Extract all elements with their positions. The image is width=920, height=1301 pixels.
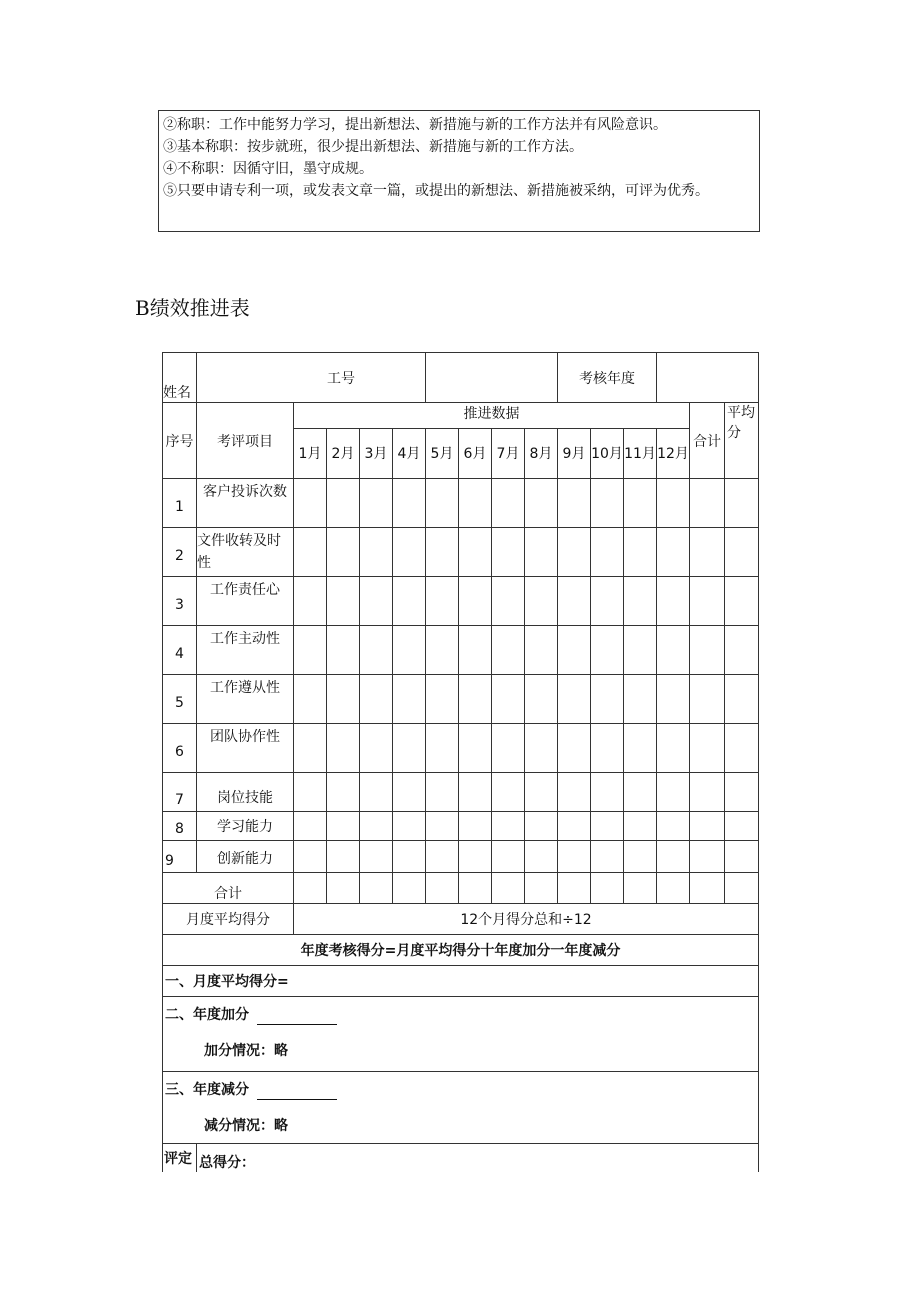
score-cell[interactable] <box>525 812 558 841</box>
score-cell[interactable] <box>725 773 759 812</box>
score-cell[interactable] <box>360 841 393 873</box>
item-name: 创新能力 <box>197 841 294 873</box>
score-cell[interactable] <box>393 479 426 528</box>
score-cell[interactable] <box>459 724 492 773</box>
score-cell[interactable] <box>657 577 690 626</box>
score-cell[interactable] <box>393 873 426 904</box>
score-cell[interactable] <box>525 577 558 626</box>
score-cell[interactable] <box>657 873 690 904</box>
score-cell[interactable] <box>525 626 558 675</box>
item-number: 8 <box>163 812 197 841</box>
assessment-year-label: 考核年度 <box>558 353 657 403</box>
score-cell[interactable] <box>525 675 558 724</box>
score-cell[interactable] <box>294 841 327 873</box>
score-cell[interactable] <box>393 528 426 577</box>
name-label: 姓名 <box>163 353 197 403</box>
deduct-detail: 减分情况：略 <box>204 1118 288 1134</box>
score-cell[interactable] <box>492 773 525 812</box>
criteria-item: ④不称职：因循守旧，墨守成规。 <box>163 161 373 177</box>
avg-header: 平均分 <box>725 403 759 479</box>
item-row <box>163 479 759 528</box>
score-cell[interactable] <box>327 528 360 577</box>
score-cell[interactable] <box>327 773 360 812</box>
score-cell[interactable] <box>360 873 393 904</box>
item-name: 学习能力 <box>197 812 294 841</box>
month-header: 8月 <box>525 429 558 479</box>
score-cell[interactable] <box>624 577 657 626</box>
item-row <box>163 528 759 577</box>
annual-formula-row <box>163 935 759 966</box>
score-cell[interactable] <box>426 528 459 577</box>
score-cell[interactable] <box>426 577 459 626</box>
score-cell[interactable] <box>624 675 657 724</box>
score-cell[interactable] <box>657 812 690 841</box>
seq-header: 序号 <box>163 403 197 479</box>
score-cell[interactable] <box>294 773 327 812</box>
score-cell[interactable] <box>426 626 459 675</box>
line1-row <box>163 966 759 997</box>
review-row <box>163 1144 759 1172</box>
score-cell[interactable] <box>725 724 759 773</box>
item-name: 工作主动性 <box>197 626 294 675</box>
score-cell[interactable] <box>459 773 492 812</box>
bonus-label: 二、年度加分 <box>165 1007 249 1023</box>
score-cell[interactable] <box>657 724 690 773</box>
score-cell[interactable] <box>459 577 492 626</box>
score-cell[interactable] <box>558 873 591 904</box>
score-cell[interactable] <box>360 528 393 577</box>
monthly-avg-formula: 12个月得分总和÷12 <box>294 904 759 935</box>
score-cell[interactable] <box>327 479 360 528</box>
performance-table <box>162 352 759 1172</box>
score-cell[interactable] <box>657 773 690 812</box>
score-cell[interactable] <box>426 873 459 904</box>
month-header: 11月 <box>624 429 657 479</box>
score-cell[interactable] <box>393 724 426 773</box>
score-cell[interactable] <box>624 724 657 773</box>
score-cell[interactable] <box>624 812 657 841</box>
score-cell[interactable] <box>558 724 591 773</box>
score-cell[interactable] <box>360 577 393 626</box>
deduct-label: 三、年度减分 <box>165 1082 249 1098</box>
score-cell[interactable] <box>624 773 657 812</box>
monthly-avg-row <box>163 904 759 935</box>
item-number: 5 <box>163 675 197 724</box>
score-cell[interactable] <box>690 675 725 724</box>
score-cell[interactable] <box>294 479 327 528</box>
item-number: 2 <box>163 528 197 577</box>
score-cell[interactable] <box>591 873 624 904</box>
score-cell[interactable] <box>393 577 426 626</box>
item-row <box>163 675 759 724</box>
item-number: 1 <box>163 479 197 528</box>
score-cell[interactable] <box>525 479 558 528</box>
score-cell[interactable] <box>426 724 459 773</box>
item-number: 4 <box>163 626 197 675</box>
monthly-avg-label: 月度平均得分 <box>163 904 294 935</box>
score-cell[interactable] <box>492 528 525 577</box>
score-cell[interactable] <box>591 626 624 675</box>
score-cell[interactable] <box>294 528 327 577</box>
score-cell[interactable] <box>558 841 591 873</box>
item-name: 岗位技能 <box>197 773 294 812</box>
score-cell[interactable] <box>360 479 393 528</box>
item-number: 7 <box>163 773 197 812</box>
score-cell[interactable] <box>492 724 525 773</box>
score-cell[interactable] <box>393 675 426 724</box>
score-cell[interactable] <box>426 479 459 528</box>
item-name: 团队协作性 <box>197 724 294 773</box>
score-cell[interactable] <box>690 528 725 577</box>
month-header: 4月 <box>393 429 426 479</box>
review-label: 评定 <box>163 1144 197 1172</box>
bonus-blank[interactable] <box>257 1010 337 1025</box>
item-row <box>163 773 759 812</box>
score-cell[interactable] <box>657 841 690 873</box>
score-cell[interactable] <box>690 479 725 528</box>
item-row <box>163 577 759 626</box>
total-row-label: 合计 <box>163 873 294 904</box>
score-cell[interactable] <box>657 675 690 724</box>
score-cell[interactable] <box>725 873 759 904</box>
score-cell[interactable] <box>591 577 624 626</box>
month-header: 6月 <box>459 429 492 479</box>
item-name: 工作责任心 <box>197 577 294 626</box>
assessment-year-value[interactable] <box>657 353 759 403</box>
score-cell[interactable] <box>327 675 360 724</box>
bonus-row <box>163 997 759 1072</box>
score-cell[interactable] <box>657 479 690 528</box>
score-cell[interactable] <box>459 479 492 528</box>
score-cell[interactable] <box>591 812 624 841</box>
score-cell[interactable] <box>558 479 591 528</box>
criteria-item: ③基本称职：按步就班，很少提出新想法、新措施与新的工作方法。 <box>163 139 583 155</box>
score-cell[interactable] <box>393 812 426 841</box>
employee-id-label: 工号 <box>197 353 426 403</box>
score-cell[interactable] <box>327 577 360 626</box>
score-cell[interactable] <box>327 626 360 675</box>
item-row <box>163 812 759 841</box>
score-cell[interactable] <box>492 812 525 841</box>
criteria-box <box>158 110 760 232</box>
score-cell[interactable] <box>591 841 624 873</box>
section-title: B绩效推进表 <box>135 296 250 320</box>
month-header: 9月 <box>558 429 591 479</box>
score-cell[interactable] <box>624 873 657 904</box>
month-header: 5月 <box>426 429 459 479</box>
score-cell[interactable] <box>327 812 360 841</box>
score-cell[interactable] <box>591 773 624 812</box>
score-cell[interactable] <box>558 528 591 577</box>
month-header: 1月 <box>294 429 327 479</box>
score-cell[interactable] <box>360 626 393 675</box>
score-cell[interactable] <box>690 812 725 841</box>
score-cell[interactable] <box>525 773 558 812</box>
score-cell[interactable] <box>492 841 525 873</box>
score-cell[interactable] <box>459 812 492 841</box>
total-score-label: 总得分： <box>197 1144 759 1172</box>
data-header: 推进数据 <box>294 403 690 429</box>
score-cell[interactable] <box>492 873 525 904</box>
score-cell[interactable] <box>327 841 360 873</box>
score-cell[interactable] <box>725 675 759 724</box>
score-cell[interactable] <box>360 812 393 841</box>
score-cell[interactable] <box>624 626 657 675</box>
monthly-avg-score: 一、月度平均得分= <box>163 966 759 997</box>
score-cell[interactable] <box>525 873 558 904</box>
score-cell[interactable] <box>294 577 327 626</box>
score-cell[interactable] <box>294 873 327 904</box>
month-header: 2月 <box>327 429 360 479</box>
score-cell[interactable] <box>393 773 426 812</box>
score-cell[interactable] <box>426 773 459 812</box>
score-cell[interactable] <box>327 724 360 773</box>
score-cell[interactable] <box>459 675 492 724</box>
item-name: 工作遵从性 <box>197 675 294 724</box>
header-row <box>163 403 759 429</box>
score-cell[interactable] <box>591 675 624 724</box>
score-cell[interactable] <box>558 773 591 812</box>
deduct-row <box>163 1072 759 1144</box>
item-number: 9 <box>163 841 197 873</box>
criteria-item: ⑤只要申请专利一项，或发表文章一篇，或提出的新想法、新措施被采纳，可评为优秀。 <box>163 183 709 199</box>
month-header: 3月 <box>360 429 393 479</box>
score-cell[interactable] <box>725 841 759 873</box>
score-cell[interactable] <box>459 528 492 577</box>
score-cell[interactable] <box>624 528 657 577</box>
score-cell[interactable] <box>725 626 759 675</box>
score-cell[interactable] <box>558 626 591 675</box>
annual-formula: 年度考核得分=月度平均得分十年度加分一年度减分 <box>163 935 759 966</box>
score-cell[interactable] <box>558 577 591 626</box>
score-cell[interactable] <box>624 479 657 528</box>
score-cell[interactable] <box>558 812 591 841</box>
score-cell[interactable] <box>426 675 459 724</box>
item-row <box>163 724 759 773</box>
score-cell[interactable] <box>725 812 759 841</box>
score-cell[interactable] <box>426 812 459 841</box>
score-cell[interactable] <box>624 841 657 873</box>
score-cell[interactable] <box>360 724 393 773</box>
score-cell[interactable] <box>294 626 327 675</box>
name-row <box>163 353 759 403</box>
bonus-section <box>163 997 759 1072</box>
deduct-section <box>163 1072 759 1144</box>
score-cell[interactable] <box>690 626 725 675</box>
score-cell[interactable] <box>360 773 393 812</box>
item-number: 3 <box>163 577 197 626</box>
score-cell[interactable] <box>393 626 426 675</box>
score-cell[interactable] <box>525 841 558 873</box>
score-cell[interactable] <box>690 724 725 773</box>
score-cell[interactable] <box>459 873 492 904</box>
item-row <box>163 841 759 873</box>
item-number: 6 <box>163 724 197 773</box>
score-cell[interactable] <box>360 675 393 724</box>
score-cell[interactable] <box>690 873 725 904</box>
score-cell[interactable] <box>492 626 525 675</box>
employee-id-value[interactable] <box>426 353 558 403</box>
score-cell[interactable] <box>459 626 492 675</box>
bonus-detail: 加分情况：略 <box>204 1043 288 1059</box>
score-cell[interactable] <box>690 841 725 873</box>
score-cell[interactable] <box>725 577 759 626</box>
score-cell[interactable] <box>492 675 525 724</box>
item-row <box>163 626 759 675</box>
total-header: 合计 <box>690 403 725 479</box>
score-cell[interactable] <box>294 675 327 724</box>
total-row <box>163 873 759 904</box>
score-cell[interactable] <box>426 841 459 873</box>
score-cell[interactable] <box>690 773 725 812</box>
score-cell[interactable] <box>690 577 725 626</box>
score-cell[interactable] <box>657 626 690 675</box>
score-cell[interactable] <box>725 479 759 528</box>
score-cell[interactable] <box>393 841 426 873</box>
item-name: 文件收转及时性 <box>197 528 294 577</box>
score-cell[interactable] <box>294 812 327 841</box>
score-cell[interactable] <box>327 873 360 904</box>
month-header: 12月 <box>657 429 690 479</box>
score-cell[interactable] <box>725 528 759 577</box>
score-cell[interactable] <box>525 724 558 773</box>
item-header: 考评项目 <box>197 403 294 479</box>
score-cell[interactable] <box>558 675 591 724</box>
score-cell[interactable] <box>492 577 525 626</box>
criteria-item: ②称职：工作中能努力学习，提出新想法、新措施与新的工作方法并有风险意识。 <box>163 117 667 133</box>
month-header: 7月 <box>492 429 525 479</box>
deduct-blank[interactable] <box>257 1085 337 1100</box>
item-name: 客户投诉次数 <box>197 479 294 528</box>
score-cell[interactable] <box>591 479 624 528</box>
score-cell[interactable] <box>525 528 558 577</box>
month-header: 10月 <box>591 429 624 479</box>
score-cell[interactable] <box>657 528 690 577</box>
score-cell[interactable] <box>591 724 624 773</box>
score-cell[interactable] <box>591 528 624 577</box>
score-cell[interactable] <box>492 479 525 528</box>
score-cell[interactable] <box>294 724 327 773</box>
score-cell[interactable] <box>459 841 492 873</box>
